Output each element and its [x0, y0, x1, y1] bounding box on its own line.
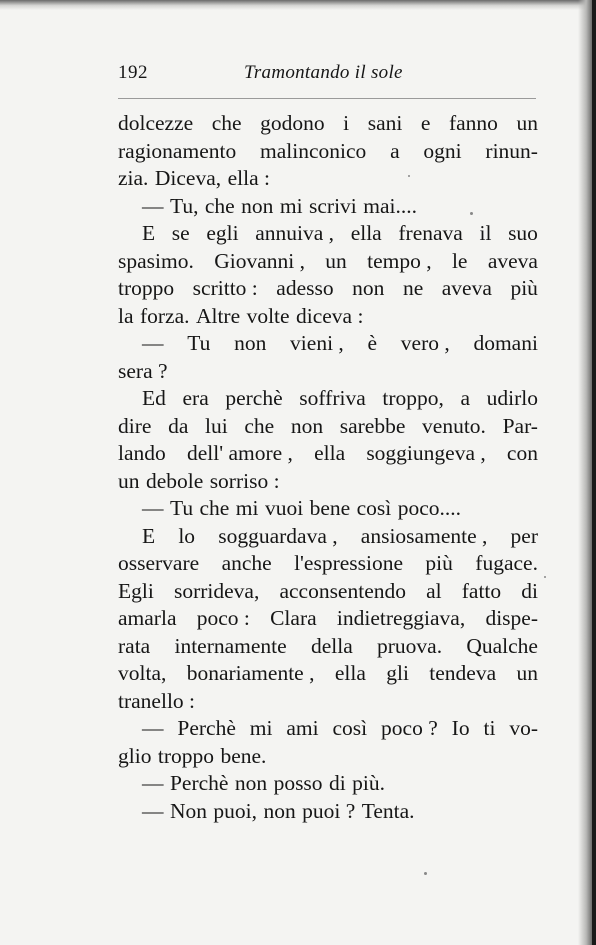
word: troppo	[118, 276, 175, 300]
word: Io	[451, 716, 470, 740]
word: Par-	[502, 413, 538, 438]
word: ne	[402, 276, 424, 300]
word: non	[241, 193, 274, 218]
word: Diceva,	[154, 166, 222, 190]
word: volte	[246, 303, 290, 328]
word: i	[343, 111, 350, 135]
word: non	[234, 771, 268, 795]
word: debole	[145, 468, 204, 493]
text-line	[118, 770, 538, 798]
word: sera ?	[118, 358, 168, 383]
paper-speck	[424, 872, 427, 875]
word: che	[211, 111, 242, 135]
word: e	[420, 111, 431, 135]
word: dell' amore ,	[186, 441, 293, 465]
running-title: Tramontando il sole	[244, 62, 403, 83]
word: di	[521, 578, 538, 603]
word: —	[142, 193, 164, 218]
word: egli	[206, 221, 239, 245]
word: vuoi	[264, 496, 304, 520]
word: per	[510, 523, 538, 548]
word: spasimo.	[118, 248, 194, 273]
word: tempo ,	[367, 248, 432, 273]
word: —	[142, 496, 164, 520]
word: Giovanni ,	[214, 248, 305, 273]
word: puoi,	[213, 798, 258, 823]
word: Tu	[169, 496, 194, 520]
word: ti	[483, 716, 496, 740]
word: più	[425, 551, 453, 575]
word: tranello :	[118, 688, 196, 713]
text-line	[118, 605, 538, 633]
word: sarebbe	[339, 413, 406, 438]
page-binding-edge	[592, 0, 596, 945]
text-line	[118, 358, 538, 386]
header-rule	[118, 98, 536, 99]
word: annuiva ,	[255, 221, 335, 245]
word: più	[510, 276, 538, 300]
word: da	[168, 413, 189, 438]
word: Egli	[118, 578, 154, 603]
word: lando	[118, 441, 166, 465]
text-line	[118, 110, 538, 138]
word: Non	[169, 798, 207, 823]
word: a	[390, 138, 400, 163]
text-line	[118, 688, 538, 716]
word: sorrideva,	[173, 578, 260, 603]
text-line	[118, 440, 538, 468]
word: fugace.	[475, 551, 538, 575]
word: diceva :	[296, 303, 364, 328]
word: Tu	[187, 331, 211, 355]
word: scritto :	[192, 276, 258, 300]
word: soffriva	[299, 386, 366, 410]
word: ella	[334, 661, 366, 685]
word: venuto.	[422, 413, 486, 438]
page-top-shadow	[0, 0, 596, 10]
text-line	[118, 138, 538, 166]
word: un	[516, 661, 538, 685]
word: forza.	[139, 303, 190, 328]
text-line	[118, 798, 538, 826]
text-line	[118, 715, 538, 743]
word: al	[426, 578, 442, 603]
word: è	[367, 331, 378, 355]
word: ansiosamente ,	[360, 523, 488, 548]
word: fanno	[448, 111, 498, 135]
text-line	[118, 550, 538, 578]
text-line	[118, 413, 538, 441]
word: suo	[508, 221, 538, 245]
word: più.	[352, 771, 386, 795]
word: Tu,	[169, 193, 199, 218]
word: Ed	[142, 386, 166, 410]
word: —	[142, 798, 164, 823]
text-line	[118, 330, 538, 358]
paper-speck	[470, 212, 473, 215]
word: le	[451, 248, 468, 273]
text-line	[118, 660, 538, 688]
word: non	[234, 331, 267, 355]
word: bene	[309, 496, 351, 520]
word: a	[460, 386, 471, 410]
word: ella	[350, 221, 382, 245]
word: E	[142, 221, 156, 245]
word: ogni	[423, 138, 462, 163]
text-line	[118, 165, 538, 193]
word: dispe-	[485, 606, 538, 630]
word: godono	[260, 111, 325, 135]
word: la	[118, 303, 134, 328]
text-line	[118, 385, 538, 413]
word: Clara	[270, 606, 317, 630]
body-text	[118, 110, 538, 825]
word: puoi ?	[302, 798, 356, 823]
word: Perchè	[177, 716, 236, 740]
text-line	[118, 495, 538, 523]
text-line	[118, 468, 538, 496]
word: osservare	[118, 551, 200, 575]
word: che	[244, 413, 275, 438]
word: mi	[249, 716, 273, 740]
text-line	[118, 303, 538, 331]
word: un	[118, 468, 140, 493]
word: amarla	[118, 606, 177, 630]
word: indietreggiava,	[336, 606, 466, 630]
word: sani	[367, 111, 403, 135]
word: —	[142, 716, 164, 740]
word: lo	[178, 523, 196, 548]
word: —	[142, 771, 164, 795]
word: volta,	[118, 661, 167, 685]
running-header	[118, 62, 532, 86]
word: mi	[235, 496, 259, 520]
word: scrivi	[309, 193, 357, 218]
text-line	[118, 578, 538, 606]
word: dolcezze	[118, 111, 194, 135]
paper-speck	[408, 175, 410, 177]
text-line	[118, 220, 538, 248]
text-line	[118, 633, 538, 661]
word: tendeva	[429, 661, 497, 685]
word: l'espressione	[294, 551, 404, 575]
text-line	[118, 743, 538, 771]
word: troppo,	[382, 386, 444, 410]
word: rinun-	[485, 138, 538, 163]
word: domani	[473, 331, 538, 355]
word: bonariamente ,	[186, 661, 315, 685]
word: vo-	[509, 716, 538, 740]
word: vero ,	[400, 331, 450, 355]
word: E	[142, 523, 156, 548]
word: mai....	[363, 193, 417, 218]
word: non	[352, 276, 385, 300]
word: poco :	[196, 606, 250, 630]
text-line	[118, 193, 538, 221]
word: vieni ,	[290, 331, 344, 355]
word: sogguardava ,	[218, 523, 338, 548]
word: dire	[118, 413, 152, 438]
word: Tenta.	[361, 798, 415, 823]
word: della	[310, 633, 353, 658]
word: poco ?	[381, 716, 438, 740]
word: Altre	[195, 303, 241, 328]
word: così	[332, 716, 368, 740]
word: Qualche	[466, 633, 538, 658]
word: ella	[314, 441, 346, 465]
word: così	[356, 496, 392, 520]
word: gli	[386, 661, 409, 685]
word: troppo	[157, 743, 215, 768]
word: fatto	[461, 578, 502, 603]
word: ami	[286, 716, 319, 740]
word: di	[328, 771, 346, 795]
word: perchè	[225, 386, 283, 410]
paper-speck	[544, 576, 546, 578]
word: soggiungeva ,	[366, 441, 486, 465]
word: era	[182, 386, 209, 410]
word: un	[325, 248, 347, 273]
text-line	[118, 275, 538, 303]
word: lui	[205, 413, 228, 438]
word: —	[142, 331, 164, 355]
word: ella :	[227, 166, 270, 190]
word: aveva	[441, 276, 492, 300]
page-number: 192	[118, 62, 148, 83]
word: non	[290, 413, 324, 438]
word: anche	[221, 551, 272, 575]
word: poco....	[397, 496, 462, 520]
word: con	[506, 441, 538, 465]
word: sorriso :	[209, 468, 280, 493]
word: mi	[279, 193, 303, 218]
word: acconsentendo	[279, 578, 406, 603]
word: il	[479, 221, 492, 245]
word: adesso	[276, 276, 334, 300]
word: internamente	[174, 633, 287, 658]
word: glio	[118, 743, 152, 768]
word: posso	[273, 771, 323, 795]
word: che	[204, 193, 235, 218]
word: non	[263, 798, 296, 823]
word: Perchè	[169, 771, 229, 795]
word: che	[199, 496, 230, 520]
word: malinconico	[260, 138, 367, 163]
word: se	[171, 221, 190, 245]
word: aveva	[487, 248, 538, 273]
text-line	[118, 523, 538, 551]
word: pruova.	[377, 633, 443, 658]
word: bene.	[220, 743, 267, 768]
word: udirlo	[486, 386, 538, 410]
text-line	[118, 248, 538, 276]
word: un	[516, 111, 538, 135]
word: rata	[118, 633, 151, 658]
word: zia.	[118, 166, 149, 190]
word: ragionamento	[118, 138, 237, 163]
word: frenava	[398, 221, 463, 245]
